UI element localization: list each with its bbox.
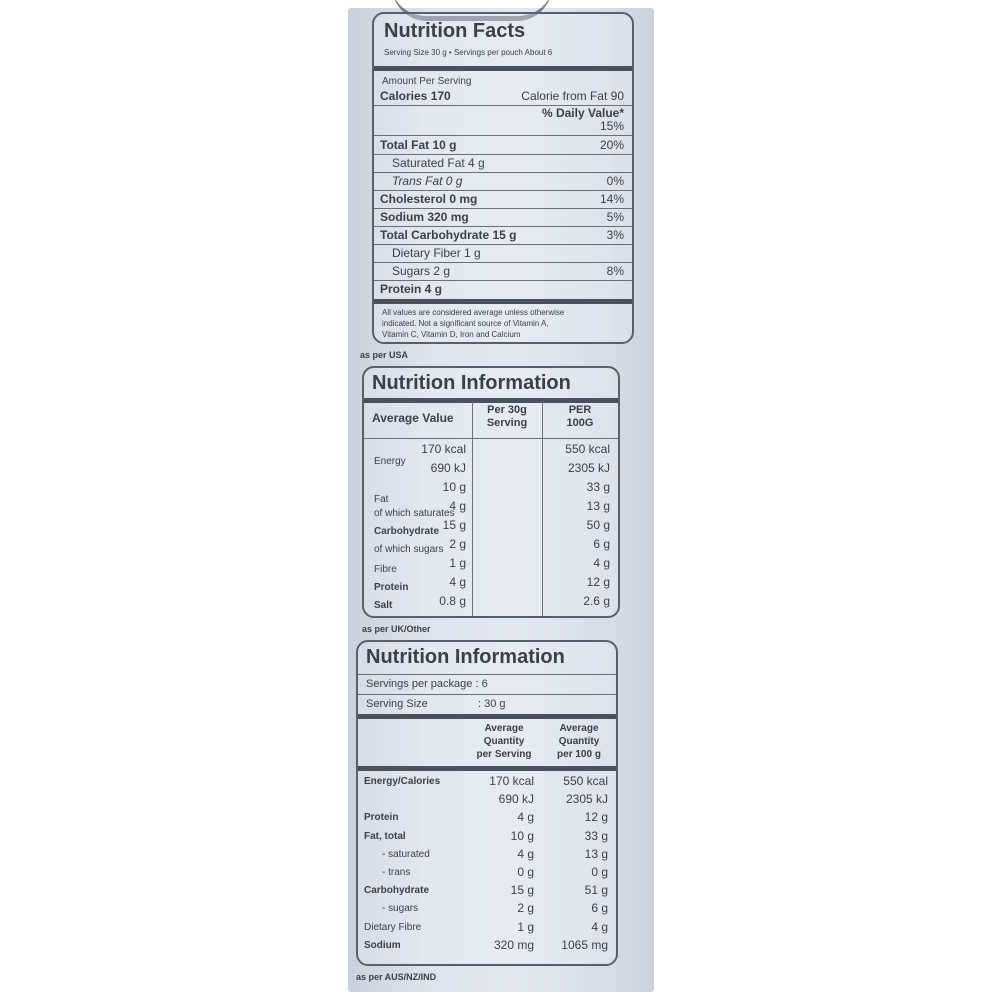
uk-label-energy: Energy: [374, 456, 406, 467]
uk-nutrition-information-panel: [362, 366, 620, 618]
aus-serving-value: 2 g: [517, 901, 534, 916]
uk-per100-value: 33 g: [586, 480, 610, 494]
aus-serving-size-value: : 30 g: [478, 698, 506, 710]
uk-serving-value: 690 kJ: [430, 461, 466, 475]
aus-col-per-serving-line: Average: [484, 723, 524, 734]
aus-panel-title: Nutrition Information: [366, 646, 565, 668]
aus-per100-value: 0 g: [591, 865, 608, 879]
us-daily-value-header: % Daily Value*: [541, 106, 624, 120]
uk-col-per-serving: [474, 404, 540, 430]
us-row-label: Sodium 320 mg: [380, 210, 469, 224]
us-row-label: Total Fat 10 g: [380, 138, 457, 152]
us-row-dv: 5%: [606, 210, 624, 224]
aus-per100-value: 12 g: [584, 810, 608, 825]
aus-col-per-100g-line: per 100 g: [557, 749, 601, 760]
us-row-label: Protein 4 g: [380, 282, 443, 296]
aus-col-per-100g-line: Quantity: [558, 736, 600, 747]
us-footnote-line: Vitamin C, Vitamin D, Iron and Calcium: [382, 330, 521, 339]
uk-col-per-100g-line1: PER: [568, 404, 592, 416]
us-row-dv: 20%: [599, 138, 624, 152]
us-footnote-line: indicated. Not a significant source of Vitamin A,: [382, 319, 549, 328]
aus-per100-value: 2305 kJ: [565, 792, 608, 807]
us-amount-per-serving: Amount Per Serving: [382, 76, 472, 87]
aus-row-label: Fat, total: [364, 830, 406, 842]
aus-per100-value: 6 g: [591, 901, 608, 916]
uk-label-protein: Protein: [374, 582, 409, 593]
aus-row-label: Sodium: [364, 939, 401, 951]
uk-label-fibre: Fibre: [374, 564, 397, 575]
us-calories-from-fat: Calorie from Fat 90: [521, 89, 624, 103]
aus-per100-value: 33 g: [584, 828, 608, 843]
aus-col-per-serving: [466, 722, 542, 761]
uk-col-per-serving-line2: Serving: [486, 417, 528, 429]
uk-region-note: as per UK/Other: [362, 624, 431, 634]
uk-serving-value: 10 g: [442, 480, 466, 494]
us-row-dv: 3%: [606, 228, 624, 242]
aus-col-per-100g: [544, 722, 614, 761]
us-row-label: Dietary Fiber 1 g: [392, 246, 481, 260]
us-nutrition-facts-panel: [372, 12, 634, 344]
aus-row-label: - sugars: [382, 903, 419, 915]
uk-col-per-100g: [544, 404, 616, 430]
us-row-label: Saturated Fat 4 g: [392, 156, 485, 170]
aus-region-note: as per AUS/NZ/IND: [356, 972, 437, 982]
us-calories-label: Calories 170: [380, 89, 451, 103]
aus-row-label: Protein: [364, 812, 399, 824]
aus-serving-size-label: Serving Size: [366, 698, 428, 710]
uk-per100-value: 2.6 g: [583, 594, 610, 608]
aus-serving-value: 4 g: [517, 846, 534, 861]
aus-serving-value: 10 g: [510, 828, 534, 843]
aus-row-label: - saturated: [382, 848, 430, 860]
aus-col-per-serving-line: Quantity: [483, 736, 525, 747]
uk-serving-value: 4 g: [449, 499, 466, 513]
uk-per100-value: 50 g: [586, 518, 610, 532]
aus-serving-value: 170 kcal: [489, 774, 534, 788]
uk-panel-title: Nutrition Information: [372, 372, 571, 394]
us-region-note: as per USA: [360, 350, 409, 360]
aus-per100-value: 51 g: [584, 883, 608, 898]
aus-per100-value: 13 g: [584, 846, 608, 861]
aus-row-label: - trans: [382, 867, 411, 878]
us-footnote-line: All values are considered average unless otherwise: [382, 308, 565, 317]
aus-serving-value: 690 kJ: [498, 792, 534, 807]
us-row-label: Cholesterol 0 mg: [380, 192, 478, 206]
us-footnote: [382, 307, 564, 340]
aus-per100-value: 550 kcal: [563, 774, 608, 788]
aus-serving-value: 4 g: [517, 810, 534, 825]
aus-row-label: Dietary Fibre: [364, 921, 422, 933]
uk-serving-value: 15 g: [442, 518, 466, 532]
uk-serving-value: 0.8 g: [439, 594, 466, 608]
uk-per100-value: 2305 kJ: [567, 461, 610, 475]
uk-per100-value: 13 g: [586, 499, 610, 513]
us-stray-percent: 15%: [599, 119, 624, 133]
aus-per100-value: 1065 mg: [561, 937, 608, 952]
uk-col-per-100g-line2: 100G: [566, 417, 594, 429]
aus-serving-value: 15 g: [510, 883, 534, 898]
uk-serving-value: 1 g: [449, 556, 466, 570]
us-serving-line: Serving Size 30 g • Servings per pouch About 6: [384, 48, 553, 57]
uk-label-sugars: of which sugars: [374, 544, 444, 555]
aus-per100-value: 4 g: [591, 919, 608, 934]
aus-col-per-serving-line: per Serving: [476, 749, 532, 760]
uk-col-average-value: Average Value: [372, 411, 454, 425]
uk-label-fat: Fat: [374, 494, 389, 505]
uk-label-salt: Salt: [374, 600, 393, 611]
us-row-label: Sugars 2 g: [392, 264, 451, 278]
uk-per100-value: 550 kcal: [565, 442, 610, 456]
uk-serving-value: 170 kcal: [421, 442, 466, 456]
aus-row-label: Energy/Calories: [364, 776, 441, 787]
aus-serving-value: 0 g: [517, 865, 534, 879]
uk-per100-value: 4 g: [593, 556, 610, 570]
us-row-label: Trans Fat 0 g: [392, 174, 463, 188]
aus-row-label: Carbohydrate: [364, 885, 430, 897]
us-row-dv: 8%: [606, 264, 624, 278]
aus-serving-value: 1 g: [517, 919, 534, 934]
aus-serving-value: 320 mg: [493, 937, 534, 952]
uk-per100-value: 6 g: [593, 537, 610, 551]
us-row-dv: 14%: [599, 192, 624, 206]
uk-col-per-serving-line1: Per 30g: [487, 404, 527, 416]
uk-label-saturates: of which saturates: [374, 508, 455, 519]
aus-col-per-100g-line: Average: [559, 723, 599, 734]
us-row-dv: 0%: [606, 174, 624, 188]
uk-per100-value: 12 g: [586, 575, 610, 589]
us-row-label: Total Carbohydrate 15 g: [380, 228, 517, 242]
us-panel-title: Nutrition Facts: [384, 20, 526, 42]
us-divider-thick: [374, 66, 632, 71]
uk-serving-value: 4 g: [449, 575, 466, 589]
uk-serving-value: 2 g: [449, 537, 466, 551]
aus-servings-per-package: Servings per package : 6: [366, 678, 488, 690]
aus-nutrition-information-panel: [356, 640, 618, 966]
uk-label-carbohydrate: Carbohydrate: [374, 526, 440, 537]
